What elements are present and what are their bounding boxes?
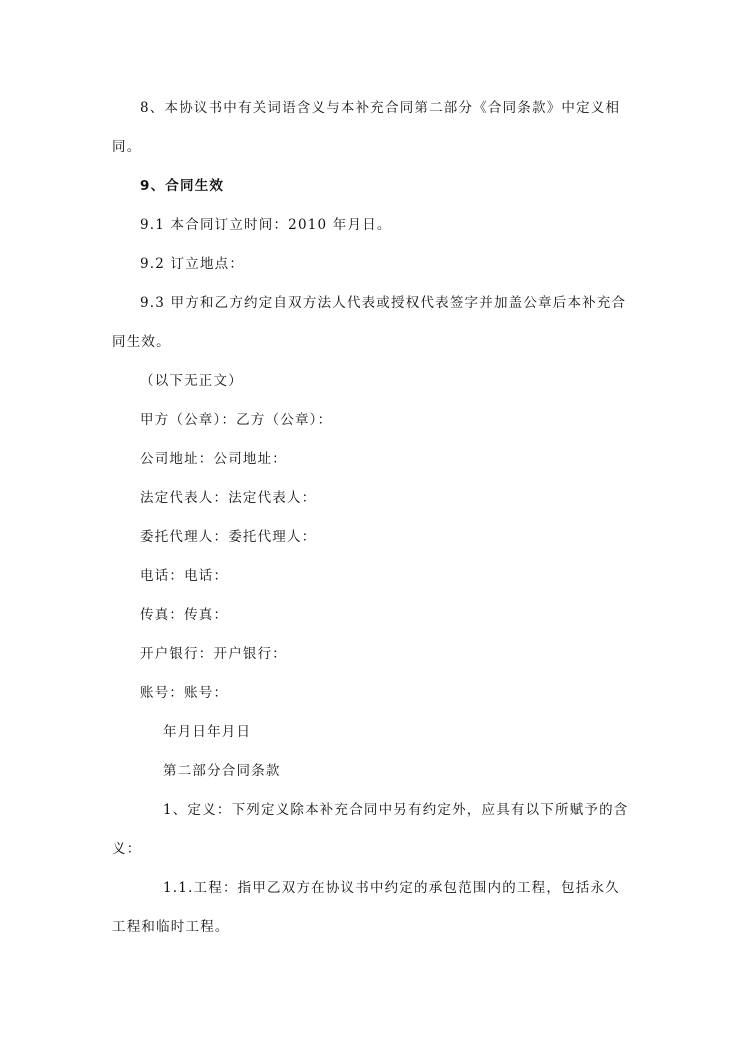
definition-1-1-line-2: 工程和临时工程。 bbox=[112, 919, 230, 935]
clause-8-line-1: 8、本协议书中有关词语含义与本补充合同第二部分《合同条款》中定义相 bbox=[140, 100, 621, 116]
signature-date: 年月日年月日 bbox=[163, 724, 252, 740]
signature-agent: 委托代理人：委托代理人： bbox=[140, 529, 317, 545]
signature-parties: 甲方（公章）：乙方（公章）： bbox=[140, 412, 333, 428]
clause-8-line-2: 同。 bbox=[112, 139, 142, 155]
clause-9-1: 9.1 本合同订立时间：2010 年月日。 bbox=[140, 217, 392, 233]
definition-1-1-line-1: 1.1.工程：指甲乙双方在协议书中约定的承包范围内的工程，包括永久 bbox=[163, 880, 620, 896]
signature-phone: 电话：电话： bbox=[140, 568, 229, 584]
end-of-text-note: （以下无正文） bbox=[140, 373, 243, 389]
clause-9-3-line-2: 同生效。 bbox=[112, 334, 171, 350]
clause-9-3-line-1: 9.3 甲方和乙方约定自双方法人代表或授权代表签字并加盖公章后本补充合 bbox=[140, 295, 627, 311]
part-2-title: 第二部分合同条款 bbox=[163, 763, 281, 779]
definition-clause-line-1: 1、定义：下列定义除本补充合同中另有约定外，应具有以下所赋予的含 bbox=[163, 802, 629, 818]
signature-fax: 传真：传真： bbox=[140, 607, 229, 623]
signature-bank: 开户银行：开户银行： bbox=[140, 646, 287, 662]
definition-clause-line-2: 义： bbox=[112, 841, 142, 857]
signature-legal-rep: 法定代表人：法定代表人： bbox=[140, 490, 317, 506]
signature-account: 账号：账号： bbox=[140, 685, 229, 701]
clause-9-2: 9.2 订立地点： bbox=[140, 256, 245, 272]
section-9-heading: 9、合同生效 bbox=[140, 178, 225, 194]
signature-address: 公司地址：公司地址： bbox=[140, 451, 287, 467]
